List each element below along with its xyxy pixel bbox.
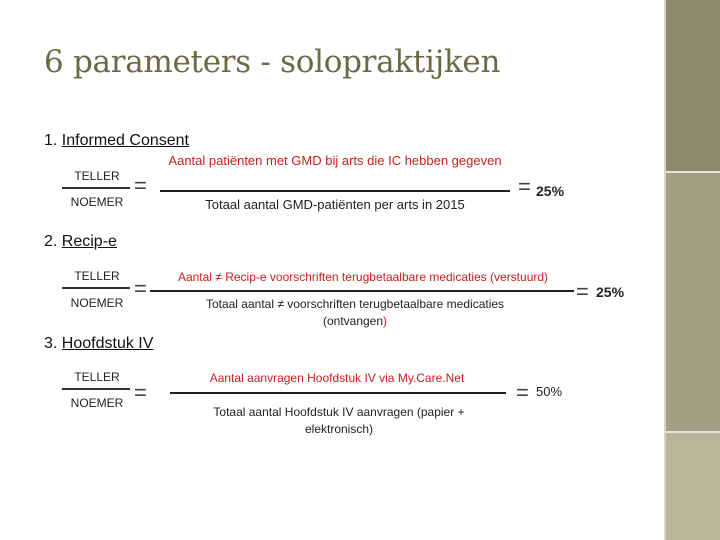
section-number: 2. — [44, 233, 58, 250]
section-title: Hoofdstuk IV — [61, 335, 154, 352]
equals-sign: = — [134, 173, 147, 198]
denominator-text: Totaal aantal ≠ voorschriften terugbetaalbare medicaties (ontvangen — [205, 297, 505, 328]
numerator: Aantal ≠ Recip-e voorschriften terugbetaalbare medicaties (verstuurd) — [177, 270, 549, 284]
result-value: 25% — [536, 183, 565, 199]
numerator: Aantal patiënten met GMD bij arts die IC hebben gegeven — [168, 153, 502, 168]
equals-sign: = — [576, 279, 589, 304]
fraction-line — [170, 392, 506, 394]
equals-sign: = — [134, 276, 147, 301]
sidebar-divider — [666, 171, 720, 173]
teller-noemer-line — [62, 187, 130, 189]
section-heading-hoofdstuk-iv — [44, 335, 153, 353]
equals-sign: = — [134, 380, 147, 405]
section-number: 3. — [44, 335, 58, 352]
equals-sign: = — [516, 380, 529, 405]
result-value: 50% — [536, 384, 563, 399]
numerator: Aantal aanvragen Hoofdstuk IV via My.Care.Net — [209, 371, 465, 385]
slide-title: 6 parameters - solopraktijken — [44, 44, 501, 80]
denominator: Totaal aantal GMD-patiënten per arts in 2015 — [205, 197, 465, 212]
fraction-line — [160, 190, 510, 192]
section-heading-informed-consent — [44, 132, 189, 150]
teller-label: TELLER — [74, 370, 120, 384]
noemer-label: NOEMER — [70, 396, 124, 410]
noemer-label: NOEMER — [70, 296, 124, 310]
teller-noemer-line — [62, 388, 130, 390]
result-value: 25% — [596, 284, 625, 300]
teller-label: TELLER — [74, 269, 120, 283]
equals-sign: = — [518, 174, 531, 199]
teller-noemer-line — [62, 287, 130, 289]
section-title: Informed Consent — [61, 132, 189, 149]
denominator: Totaal aantal Hoofdstuk IV aanvragen (papier + elektronisch) — [213, 405, 465, 436]
sidebar-block-middle — [666, 172, 720, 432]
sidebar-block-top — [666, 0, 720, 172]
section-title: Recip-e — [61, 233, 117, 250]
denominator-closing: ) — [383, 314, 388, 328]
section-number: 1. — [44, 132, 58, 149]
noemer-label: NOEMER — [70, 195, 124, 209]
section-heading-recip-e — [44, 233, 117, 251]
sidebar-divider — [666, 431, 720, 433]
teller-label: TELLER — [74, 169, 120, 183]
sidebar-block-bottom — [666, 432, 720, 540]
fraction-line — [150, 290, 574, 292]
denominator — [180, 296, 530, 330]
